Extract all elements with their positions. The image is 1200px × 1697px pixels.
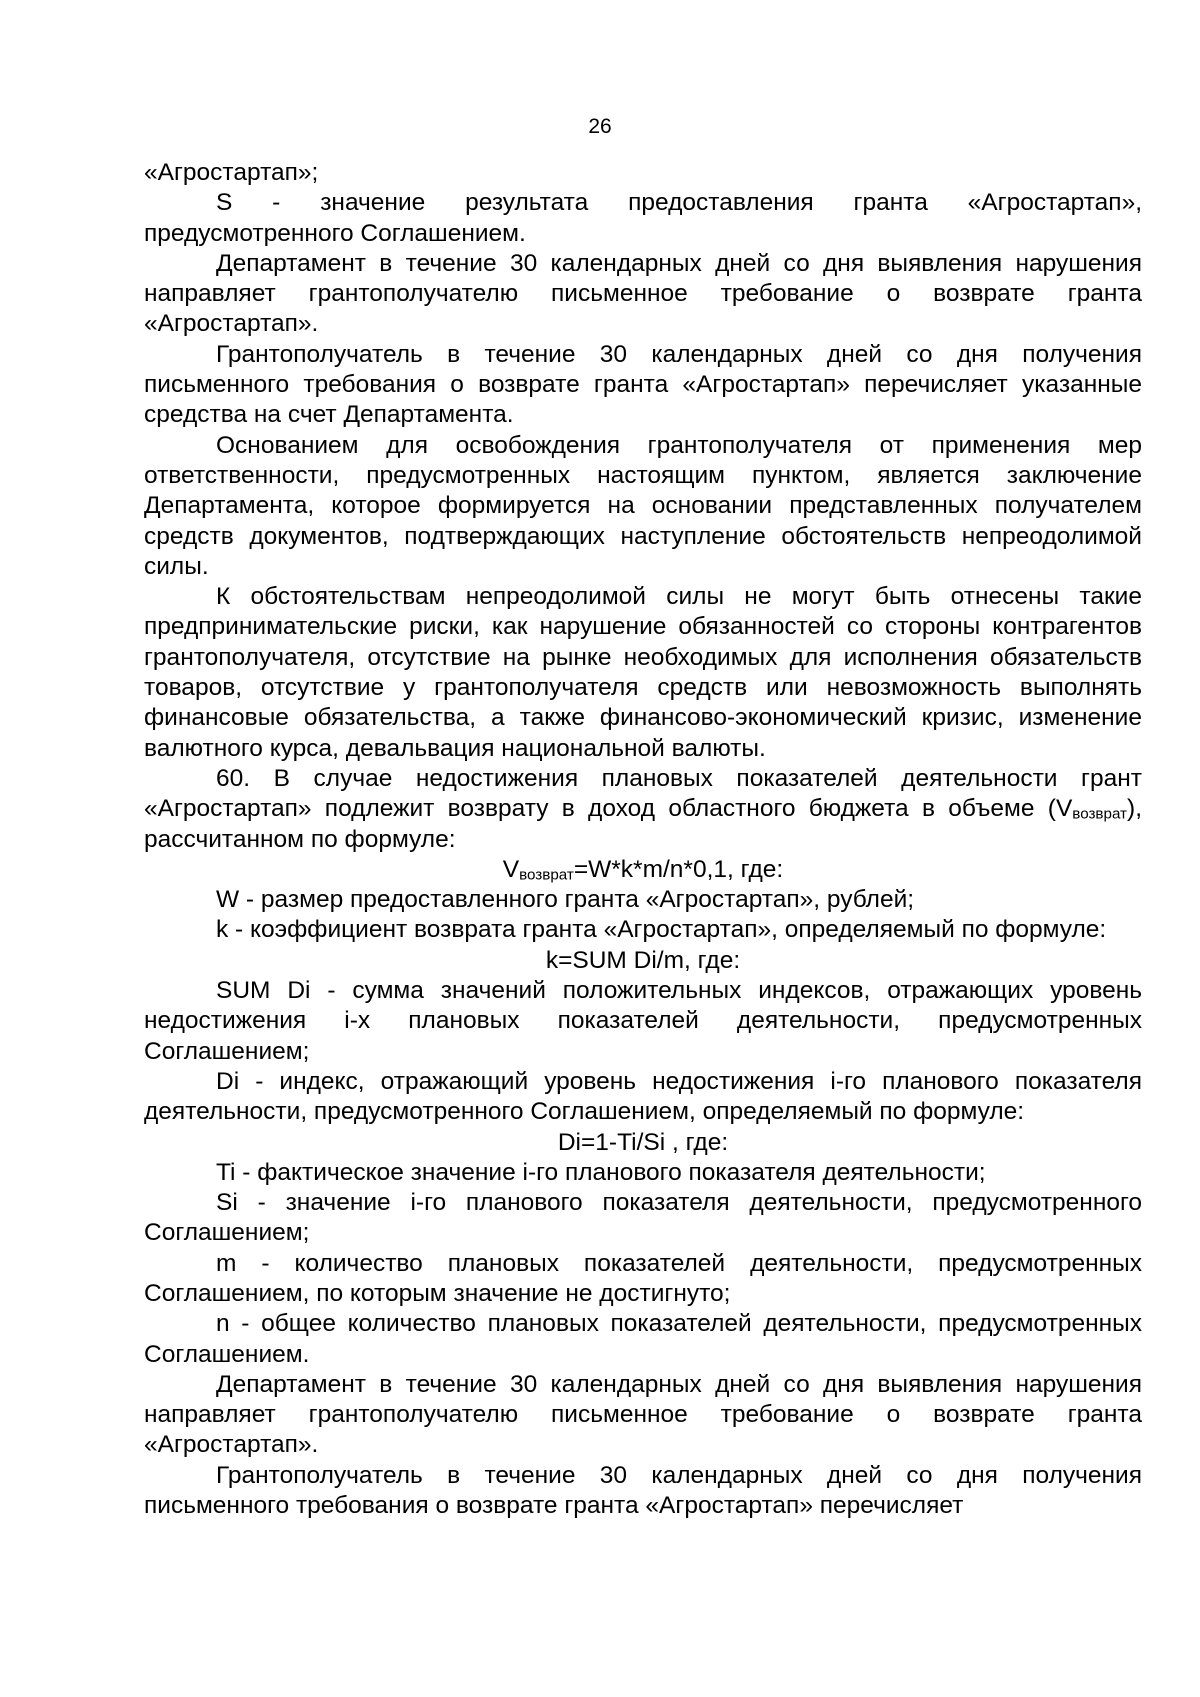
paragraph: Основанием для освобождения грантополучателя от применения мер ответственности, предусмотренных настоящим пунктом, является заключение Департамента, которое формируется на основании представленных получателем средств документов, подтверждающих наступление обстоятельств непреодолимой силы. (144, 431, 1142, 580)
paragraph-item-60 (144, 764, 1142, 855)
paragraph-text: 60. В случае недостижения плановых показателей деятельности грант «Агростартап» подлежит возврату в доход областного бюджета в объеме (V (144, 764, 1142, 823)
paragraph: S - значение результата предоставления гранта «Агростартап», предусмотренного Соглашением. (144, 189, 1142, 247)
paragraph: Департамент в течение 30 календарных дней со дня выявления нарушения направляет грантополучателю письменное требование о возврате гранта «Агростартап». (144, 1370, 1142, 1459)
paragraph: n - общее количество плановых показателей деятельности, предусмотренных Соглашением. (144, 1310, 1142, 1368)
paragraph-text: ), рассчитанном по формуле: (144, 795, 1142, 853)
paragraph: Si - значение i-го планового показателя деятельности, предусмотренного Соглашением; (144, 1189, 1142, 1247)
subscript: возврат (1072, 805, 1128, 823)
paragraph: Департамент в течение 30 календарных дней со дня выявления нарушения направляет грантополучателю письменное требование о возврате гранта «Агростартап». (144, 249, 1142, 338)
page-number: 26 (588, 115, 612, 138)
formula-text: V (502, 855, 520, 883)
paragraph: Di - индекс, отражающий уровень недостижения i-го планового показателя деятельности, предусмотренного Соглашением, определяемый по формуле: (144, 1067, 1142, 1126)
formula-di: Di=1-Ti/Si , где: (557, 1128, 729, 1156)
paragraph: SUM Di - сумма значений положительных индексов, отражающих уровень недостижения i-х плановых показателей деятельности, предусмотренных Соглашением; (144, 977, 1142, 1065)
paragraph: k - коэффициент возврата гранта «Агростартап», определяемый по формуле: (216, 916, 1107, 944)
paragraph: К обстоятельствам непреодолимой силы не могут быть отнесены такие предпринимательские риски, как нарушение обязанностей со стороны контрагентов грантополучателя, отсутствие на рынке необходимых для исполнения обязательств товаров, отсутствие у грантополучателя средств или невозможность выполнять финансовые обязательства, а также финансово-экономический кризис, изменение валютного курса, девальвация национальной валюты. (144, 583, 1142, 762)
paragraph: m - количество плановых показателей деятельности, предусмотренных Соглашением, по которым значение не достигнуто; (144, 1249, 1142, 1307)
formula-text: =W*k*m/n*0,1, где: (573, 855, 784, 883)
paragraph: Грантополучатель в течение 30 календарных дней со дня получения письменного требования о возврате гранта «Агростартап» перечисляет указанные средства на счет Департамента. (144, 340, 1142, 429)
document-body (144, 158, 1142, 1521)
paragraph: «Агростартап»; (144, 159, 319, 186)
paragraph: Ti - фактическое значение i-го планового показателя деятельности; (216, 1158, 986, 1186)
paragraph: W - размер предоставленного гранта «Агростартап», рублей; (216, 886, 915, 914)
paragraph: Грантополучатель в течение 30 календарных дней со дня получения письменного требования о возврате гранта «Агростартап» перечисляет (144, 1461, 1142, 1520)
subscript: возврат (519, 866, 574, 884)
formula-k: k=SUM Di/m, где: (545, 946, 741, 974)
formula-v-return (144, 855, 1142, 885)
